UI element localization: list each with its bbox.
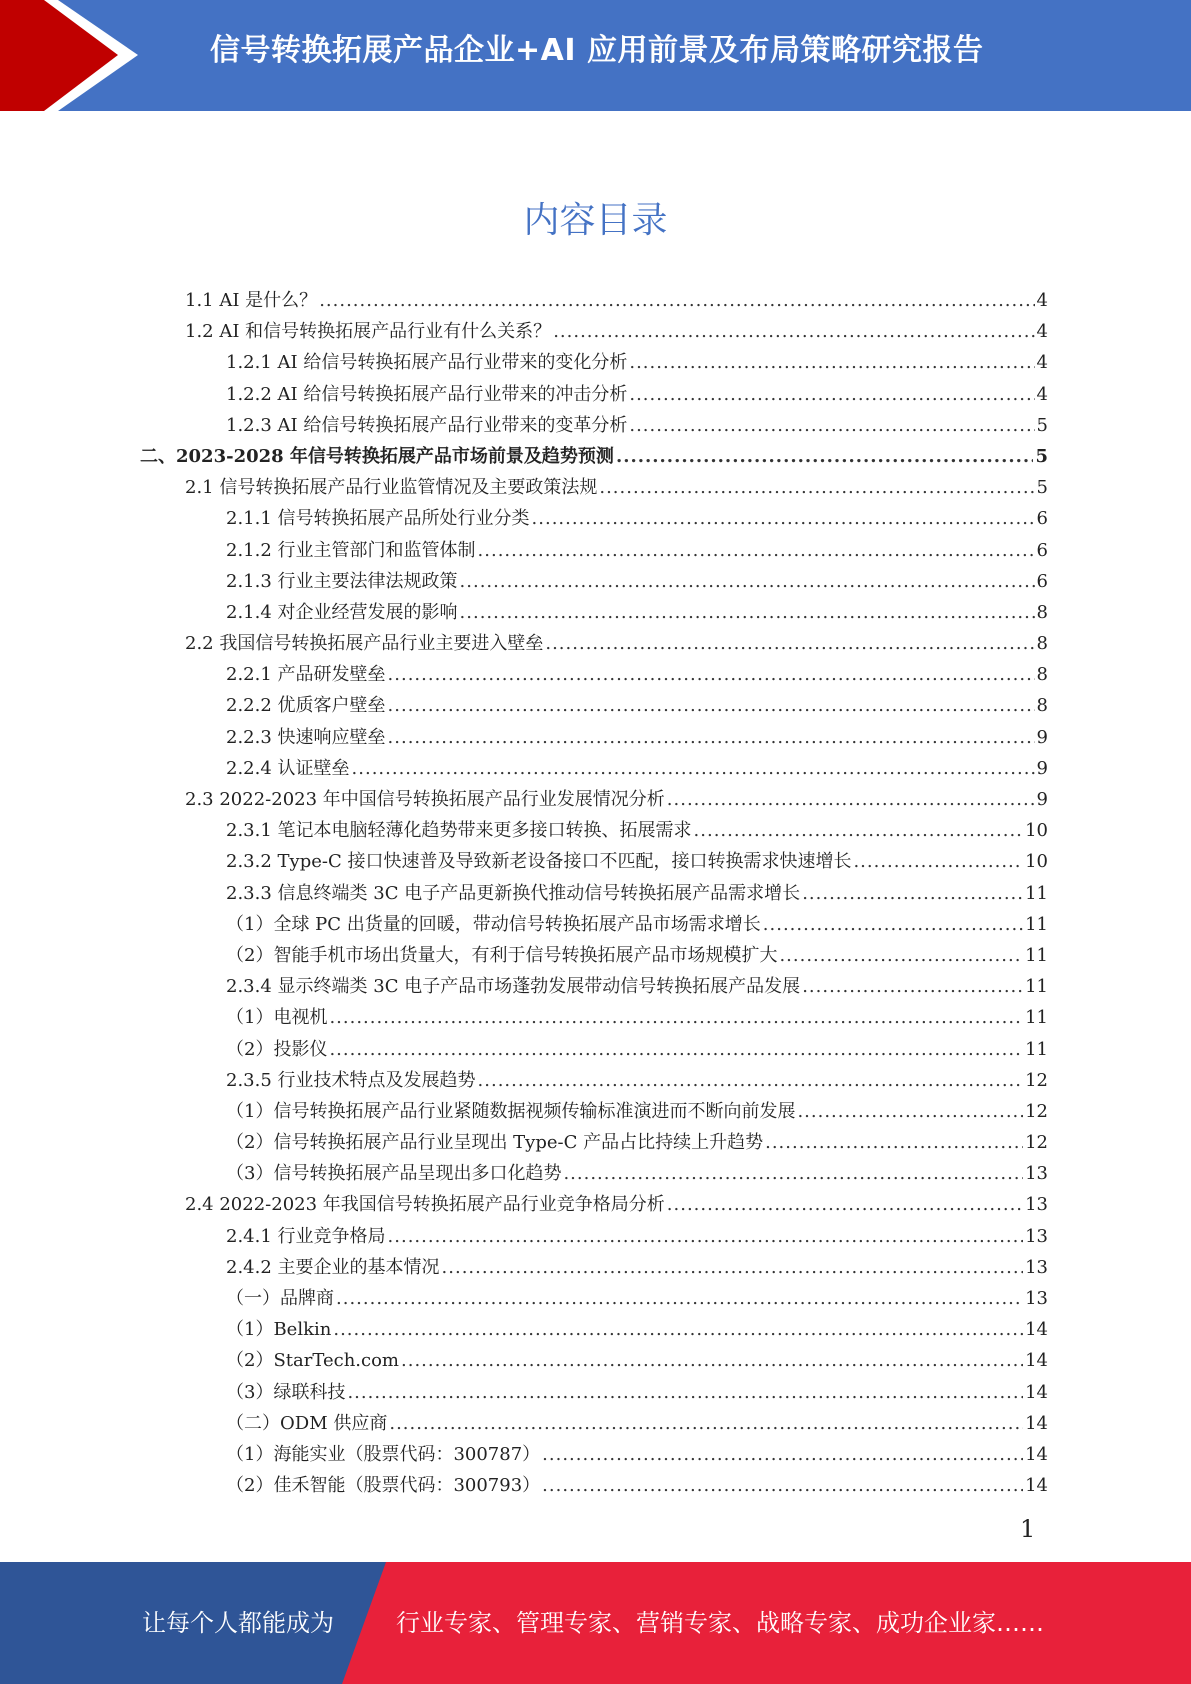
toc-dot-leader bbox=[542, 1439, 1023, 1470]
toc-entry[interactable] bbox=[140, 441, 1048, 472]
toc-entry-text: 2.2.3 快速响应壁垒 bbox=[226, 726, 386, 748]
toc-entry[interactable] bbox=[140, 379, 1048, 410]
report-title: 信号转换拓展产品企业+AI 应用前景及布局策略研究报告 bbox=[210, 33, 984, 68]
toc-entry-page: 14 bbox=[1025, 1319, 1048, 1341]
toc-dot-leader bbox=[763, 909, 1023, 940]
toc-entry-page: 8 bbox=[1036, 633, 1048, 655]
toc-entry-text: 2.2.4 认证壁垒 bbox=[226, 757, 350, 779]
toc-entry-text: 2.3.5 行业技术特点及发展趋势 bbox=[226, 1069, 476, 1091]
toc-entry-page: 4 bbox=[1036, 383, 1048, 405]
toc-dot-leader bbox=[599, 472, 1034, 503]
toc-entry[interactable] bbox=[140, 940, 1048, 971]
toc-dot-leader bbox=[779, 940, 1023, 971]
toc-entry-page: 14 bbox=[1025, 1350, 1048, 1372]
toc-entry-text: 1.2 AI 和信号转换拓展产品行业有什么关系？ bbox=[185, 321, 552, 343]
toc-entry[interactable] bbox=[140, 566, 1048, 597]
report-footer bbox=[0, 1562, 1191, 1684]
toc-entry-page: 12 bbox=[1025, 1132, 1048, 1154]
toc-entry-page: 14 bbox=[1025, 1412, 1048, 1434]
toc-entry-text: （2）信号转换拓展产品行业呈现出 Type-C 产品占比持续上升趋势 bbox=[226, 1132, 764, 1154]
toc-entry[interactable] bbox=[140, 690, 1048, 721]
toc-entry-text: 2.3.1 笔记本电脑轻薄化趋势带来更多接口转换、拓展需求 bbox=[226, 820, 692, 842]
toc-entry[interactable] bbox=[140, 1096, 1048, 1127]
toc-dot-leader bbox=[629, 379, 1034, 410]
toc-dot-leader bbox=[352, 753, 1035, 784]
toc-entry[interactable] bbox=[140, 1439, 1048, 1470]
toc-entry-page: 5 bbox=[1036, 414, 1048, 436]
toc-dot-leader bbox=[797, 1096, 1023, 1127]
toc-dot-leader bbox=[802, 971, 1023, 1002]
toc-dot-leader bbox=[336, 1283, 1023, 1314]
toc-entry[interactable] bbox=[140, 1377, 1048, 1408]
toc-dot-leader bbox=[694, 815, 1024, 846]
toc-entry-text: 2.1.1 信号转换拓展产品所处行业分类 bbox=[226, 508, 530, 530]
toc-entry[interactable] bbox=[140, 535, 1048, 566]
toc-entry[interactable] bbox=[140, 347, 1048, 378]
toc-entry-page: 5 bbox=[1036, 477, 1048, 499]
toc-entry-text: （2）StarTech.com bbox=[226, 1350, 399, 1372]
toc-dot-leader bbox=[853, 846, 1023, 877]
toc-entry-page: 8 bbox=[1036, 601, 1048, 623]
toc-entry-page: 14 bbox=[1025, 1443, 1048, 1465]
toc-entry-page: 13 bbox=[1025, 1194, 1048, 1216]
footer-slogan-right: 行业专家、管理专家、营销专家、战略专家、成功企业家…… bbox=[396, 1609, 1044, 1637]
toc-entry-page: 6 bbox=[1036, 570, 1048, 592]
toc-entry-page: 11 bbox=[1025, 944, 1048, 966]
toc-entry-text: 2.3.3 信息终端类 3C 电子产品更新换代推动信号转换拓展产品需求增长 bbox=[226, 882, 801, 904]
toc-entry-page: 10 bbox=[1025, 851, 1048, 873]
toc-entry[interactable] bbox=[140, 1189, 1048, 1220]
toc-entry[interactable] bbox=[140, 1283, 1048, 1314]
toc-entry-text: （二）ODM 供应商 bbox=[226, 1412, 388, 1434]
toc-dot-leader bbox=[629, 347, 1034, 378]
toc-entry-page: 5 bbox=[1035, 445, 1048, 467]
toc-entry-text: （一）品牌商 bbox=[226, 1288, 334, 1309]
toc-entry-page: 13 bbox=[1025, 1225, 1048, 1247]
toc-entry-page: 14 bbox=[1025, 1475, 1048, 1497]
toc-entry-page: 8 bbox=[1036, 695, 1048, 717]
toc-entry-page: 4 bbox=[1036, 290, 1048, 311]
toc-entry[interactable] bbox=[140, 784, 1048, 815]
toc-dot-leader bbox=[667, 784, 1035, 815]
toc-entry-page: 6 bbox=[1036, 539, 1048, 561]
toc-entry[interactable] bbox=[140, 597, 1048, 628]
toc-entry-text: 2.2.2 优质客户壁垒 bbox=[226, 695, 386, 717]
toc-entry-page: 11 bbox=[1025, 976, 1048, 998]
toc-entry-page: 9 bbox=[1036, 726, 1048, 748]
toc-entry[interactable] bbox=[140, 815, 1048, 846]
page-number: 1 bbox=[1020, 1515, 1036, 1543]
toc-entry[interactable] bbox=[140, 878, 1048, 909]
toc-entry[interactable] bbox=[140, 753, 1048, 784]
toc-entry-text: （2）投影仪 bbox=[226, 1038, 328, 1060]
toc-entry[interactable] bbox=[140, 285, 1048, 316]
toc-entry-text: 2.4 2022-2023 年我国信号转换拓展产品行业竞争格局分析 bbox=[185, 1194, 665, 1216]
toc-entry[interactable] bbox=[140, 410, 1048, 441]
footer-slogan-left: 让每个人都能成为 bbox=[142, 1609, 334, 1637]
toc-entry-text: （2）智能手机市场出货量大，有利于信号转换拓展产品市场规模扩大 bbox=[226, 944, 778, 966]
toc-entry-page: 11 bbox=[1025, 1038, 1048, 1060]
toc-entry-page: 13 bbox=[1025, 1163, 1048, 1185]
toc-entry-page: 4 bbox=[1036, 352, 1048, 374]
toc-entry-page: 6 bbox=[1036, 508, 1048, 530]
toc-entry[interactable] bbox=[140, 316, 1048, 347]
report-header bbox=[0, 0, 1191, 111]
toc-entry-text: 2.2 我国信号转换拓展产品行业主要进入壁垒 bbox=[185, 633, 544, 655]
toc-dot-leader bbox=[347, 1377, 1023, 1408]
toc-dot-leader bbox=[442, 1252, 1024, 1283]
toc-entry[interactable] bbox=[140, 659, 1048, 690]
toc-dot-leader bbox=[388, 722, 1035, 753]
toc-entry-page: 13 bbox=[1025, 1288, 1048, 1309]
toc-dot-leader bbox=[388, 1221, 1024, 1252]
toc-entry-page: 14 bbox=[1025, 1381, 1048, 1403]
toc-dot-leader bbox=[765, 1127, 1023, 1158]
toc-entry[interactable] bbox=[140, 1252, 1048, 1283]
toc-entry-text: 1.1 AI 是什么？ bbox=[185, 290, 318, 311]
toc-entry-text: 2.1.2 行业主管部门和监管体制 bbox=[226, 539, 476, 561]
toc-entry[interactable] bbox=[140, 722, 1048, 753]
toc-entry[interactable] bbox=[140, 1127, 1048, 1158]
toc-entry[interactable] bbox=[140, 909, 1048, 940]
toc-dot-leader bbox=[401, 1345, 1023, 1376]
toc-heading: 内容目录 bbox=[523, 200, 668, 241]
toc-entry-page: 9 bbox=[1036, 757, 1048, 779]
toc-dot-leader bbox=[388, 659, 1035, 690]
toc-entry-page: 11 bbox=[1025, 1007, 1048, 1029]
toc-entry[interactable] bbox=[140, 503, 1048, 534]
toc-entry-text: （1）海能实业（股票代码：300787） bbox=[226, 1443, 541, 1465]
toc-entry-text: （3）信号转换拓展产品呈现出多口化趋势 bbox=[226, 1163, 562, 1185]
toc-entry-page: 8 bbox=[1036, 664, 1048, 686]
toc-dot-leader bbox=[532, 503, 1035, 534]
toc-dot-leader bbox=[478, 535, 1035, 566]
toc-entry-text: 2.3.4 显示终端类 3C 电子产品市场蓬勃发展带动信号转换拓展产品发展 bbox=[226, 976, 801, 998]
toc-entry-text: （1）Belkin bbox=[226, 1319, 332, 1341]
toc-dot-leader bbox=[333, 1314, 1023, 1345]
toc-entry-text: （1）信号转换拓展产品行业紧随数据视频传输标准演进而不断向前发展 bbox=[226, 1100, 796, 1122]
toc-entry[interactable] bbox=[140, 846, 1048, 877]
toc-dot-leader bbox=[553, 316, 1034, 347]
toc-entry-text: （2）佳禾智能（股票代码：300793） bbox=[226, 1475, 541, 1497]
toc-entry-text: 2.3.2 Type-C 接口快速普及导致新老设备接口不匹配，接口转换需求快速增长 bbox=[226, 851, 852, 873]
toc-entry-page: 12 bbox=[1025, 1069, 1048, 1091]
toc-entry-text: 2.4.1 行业竞争格局 bbox=[226, 1225, 386, 1247]
toc-entry[interactable] bbox=[140, 1002, 1048, 1033]
toc-entry-page: 9 bbox=[1036, 789, 1048, 810]
toc-entry[interactable] bbox=[140, 1221, 1048, 1252]
toc-entry-page: 12 bbox=[1025, 1100, 1048, 1122]
toc-entry[interactable] bbox=[140, 1314, 1048, 1345]
toc-dot-leader bbox=[460, 566, 1035, 597]
toc-entry-page: 11 bbox=[1025, 882, 1048, 904]
toc-entry-text: 二、2023-2028 年信号转换拓展产品市场前景及趋势预测 bbox=[140, 445, 614, 467]
toc-entry-page: 13 bbox=[1025, 1256, 1048, 1278]
toc-entry-text: （1）全球 PC 出货量的回暖，带动信号转换拓展产品市场需求增长 bbox=[226, 913, 761, 935]
toc-entry[interactable] bbox=[140, 1065, 1048, 1096]
toc-entry-page: 4 bbox=[1036, 321, 1048, 343]
toc-dot-leader bbox=[329, 1002, 1023, 1033]
toc-entry-text: （3）绿联科技 bbox=[226, 1381, 346, 1403]
toc-dot-leader bbox=[629, 410, 1034, 441]
toc-dot-leader bbox=[389, 1408, 1023, 1439]
toc-entry-text: 2.4.2 主要企业的基本情况 bbox=[226, 1256, 440, 1278]
toc-entry[interactable] bbox=[140, 472, 1048, 503]
toc-entry-text: 1.2.2 AI 给信号转换拓展产品行业带来的冲击分析 bbox=[226, 383, 628, 405]
toc-entry-text: 2.3 2022-2023 年中国信号转换拓展产品行业发展情况分析 bbox=[185, 789, 665, 810]
toc-entry-text: 2.1.4 对企业经营发展的影响 bbox=[226, 601, 458, 623]
toc-dot-leader bbox=[563, 1158, 1023, 1189]
toc-entry[interactable] bbox=[140, 1345, 1048, 1376]
toc-dot-leader bbox=[478, 1065, 1024, 1096]
toc-entry[interactable] bbox=[140, 971, 1048, 1002]
toc-entry[interactable] bbox=[140, 1158, 1048, 1189]
toc-dot-leader bbox=[460, 597, 1035, 628]
toc-entry-text: 2.1.3 行业主要法律法规政策 bbox=[226, 570, 458, 592]
toc-dot-leader bbox=[667, 1189, 1023, 1220]
toc-entry-page: 10 bbox=[1025, 820, 1048, 842]
toc-entry-page: 11 bbox=[1025, 913, 1048, 935]
toc-entry-text: （1）电视机 bbox=[226, 1007, 328, 1029]
toc-entry-text: 2.1 信号转换拓展产品行业监管情况及主要政策法规 bbox=[185, 477, 598, 499]
toc-entry[interactable] bbox=[140, 1470, 1048, 1501]
toc-dot-leader bbox=[802, 878, 1023, 909]
table-of-contents bbox=[140, 285, 1048, 1501]
toc-entry-text: 2.2.1 产品研发壁垒 bbox=[226, 664, 386, 686]
toc-entry[interactable] bbox=[140, 1408, 1048, 1439]
toc-dot-leader bbox=[542, 1470, 1023, 1501]
toc-dot-leader bbox=[388, 690, 1035, 721]
toc-entry[interactable] bbox=[140, 1034, 1048, 1065]
toc-entry-text: 1.2.1 AI 给信号转换拓展产品行业带来的变化分析 bbox=[226, 352, 628, 374]
toc-dot-leader bbox=[329, 1034, 1023, 1065]
toc-dot-leader bbox=[616, 441, 1034, 472]
toc-entry-text: 1.2.3 AI 给信号转换拓展产品行业带来的变革分析 bbox=[226, 414, 628, 436]
toc-dot-leader bbox=[545, 628, 1034, 659]
toc-dot-leader bbox=[319, 285, 1034, 316]
toc-entry[interactable] bbox=[140, 628, 1048, 659]
